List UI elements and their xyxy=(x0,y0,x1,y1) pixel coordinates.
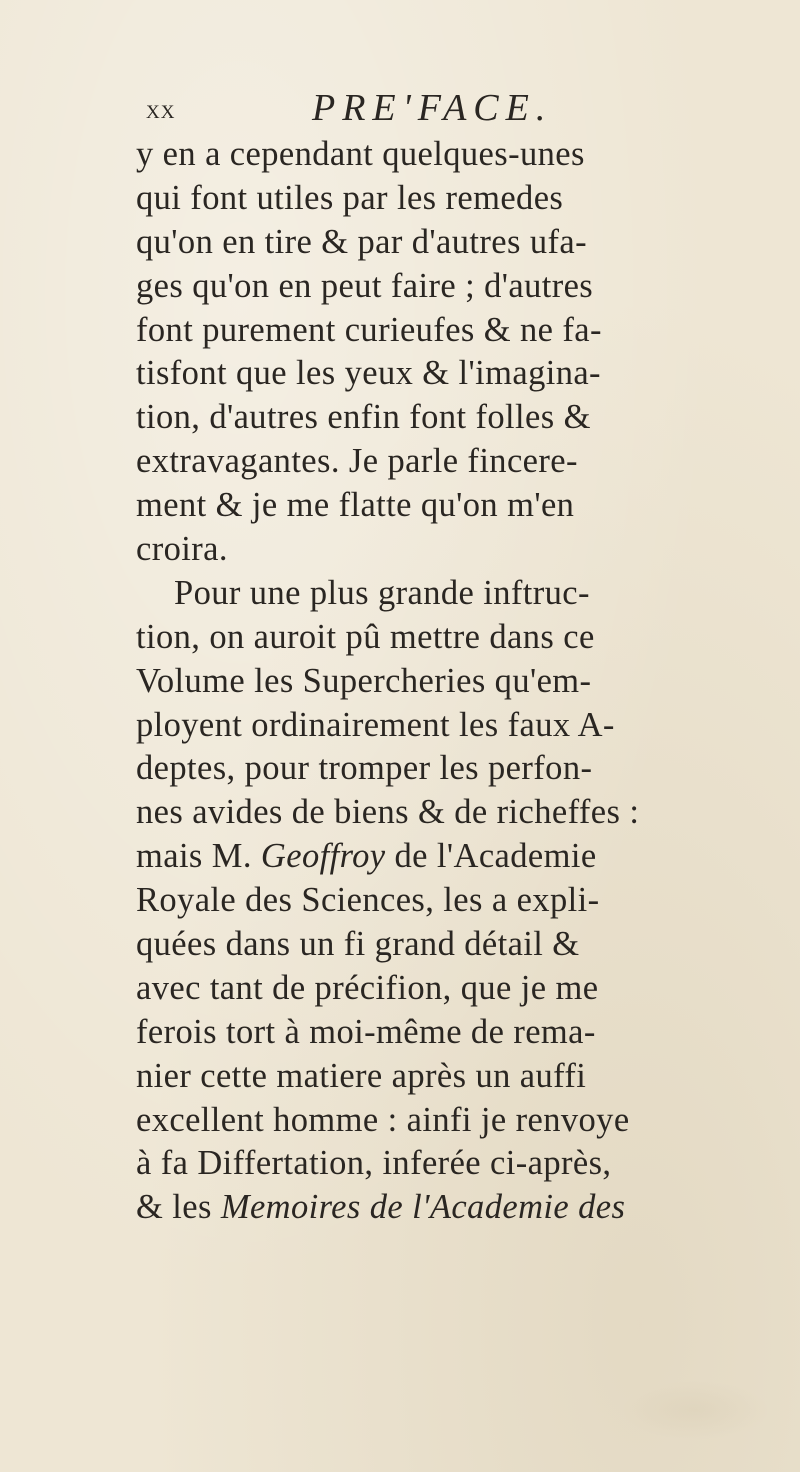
page-header xyxy=(146,86,646,136)
text-line: nes avides de biens & de richeffes : xyxy=(136,793,640,832)
person-name: Geoffroy xyxy=(260,837,386,876)
running-head: PRE'FACE. xyxy=(312,87,553,129)
text-line: nier cette matiere après un auffi xyxy=(136,1056,587,1095)
text-line: tisfont que les yeux & l'imagina- xyxy=(136,354,601,393)
text-run: de l'Academie xyxy=(385,837,597,876)
text-line: deptes, pour tromper les perfon- xyxy=(136,749,593,788)
text-run: & les xyxy=(136,1188,221,1227)
text-line: à fa Differtation, inferée ci-après, xyxy=(136,1144,612,1183)
text-line: ferois tort à moi-même de rema- xyxy=(136,1012,596,1051)
publication-title: Memoires de l'Academie des xyxy=(220,1188,626,1227)
text-line xyxy=(136,1186,776,1230)
text-line: tion, d'autres enfin font folles & xyxy=(136,398,591,437)
text-line: Volume les Supercheries qu'em- xyxy=(136,661,592,700)
text-line: qu'on en tire & par d'autres ufa- xyxy=(136,222,587,261)
paragraph-start-line: Pour une plus grande inftruc- xyxy=(174,573,590,612)
text-line: y en a cependant quelques-unes xyxy=(136,135,585,173)
text-line: croira. xyxy=(136,530,228,569)
text-line: qui font utiles par les remedes xyxy=(136,178,564,217)
page-number: xx xyxy=(146,94,176,124)
text-line: avec tant de précifion, que je me xyxy=(136,968,599,1007)
text-line: ployent ordinairement les faux A- xyxy=(136,705,615,744)
paper-stain xyxy=(620,1380,770,1440)
text-line: quées dans un fi grand détail & xyxy=(136,925,580,964)
text-line: ment & je me flatte qu'on m'en xyxy=(136,486,575,525)
text-line: font purement curieufes & ne fa- xyxy=(136,310,602,349)
body-text xyxy=(136,133,776,1230)
text-line xyxy=(136,835,776,879)
text-run: mais M. xyxy=(136,837,261,876)
text-line: excellent homme : ainfi je renvoye xyxy=(136,1100,630,1139)
text-line: ges qu'on en peut faire ; d'autres xyxy=(136,266,594,305)
text-line: extravagantes. Je parle fincere- xyxy=(136,442,578,481)
text-line: tion, on auroit pû mettre dans ce xyxy=(136,617,595,656)
text-line: Royale des Sciences, les a expli- xyxy=(136,881,600,920)
